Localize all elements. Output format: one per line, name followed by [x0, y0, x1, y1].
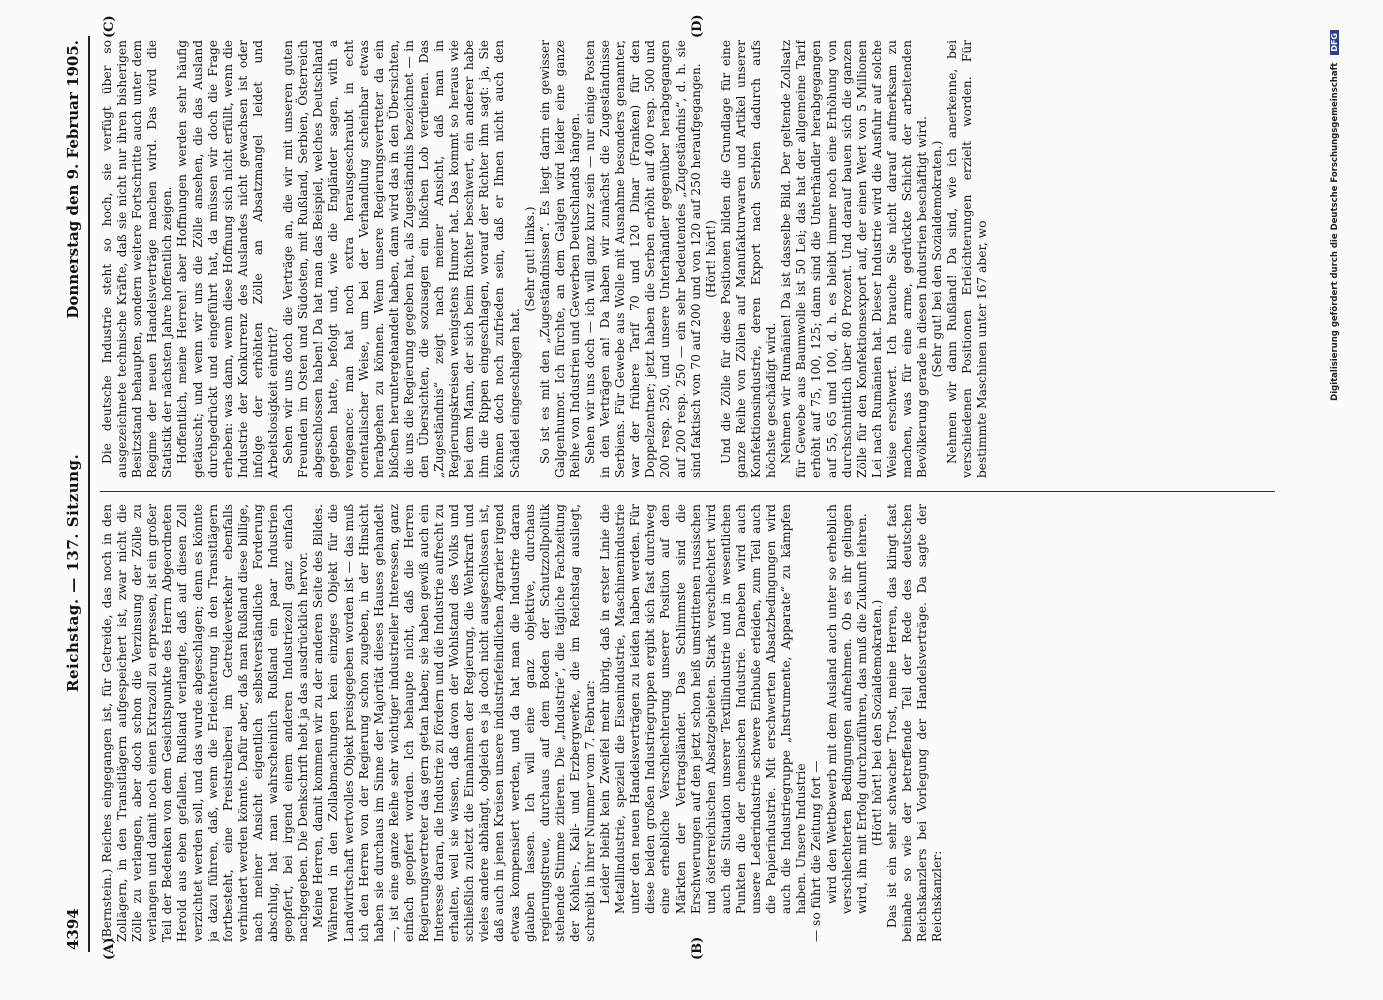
paragraph: Die deutsche Industrie steht so hoch, sie verfügt über so ausgezeichnete technische Kräfte, daß sie nicht nur ihren bisherigen Besitzstand behaupten, sondern weitere Fortschritte auch unter dem Regime der neuen Handelsverträge machen wird. Das wird die Statistik der nächsten Jahre hoffentlich zeigen. [100, 40, 175, 478]
interjection: (Sehr gut! bei den Sozialdemokraten.) [930, 140, 945, 378]
interjection: (Sehr gut! links.) [522, 206, 537, 312]
quotation: wird den Wettbewerb mit dem Ausland auch unter so erheblich verschlechterten Bedingungen aufnehmen. Ob es ihr gelingen wird, ihn mit Erfolg durchzuführen, das muß die Zukunft lehren. [824, 504, 869, 914]
paragraph: Und die Zölle für diese Positionen bilden die Grundlage für eine ganze Reihe von Zöllen auf Manufakturwaren und Artikel unserer Konfektionsindustrie, deren Export nach Serbien dadurch aufs höchste geschädigt wird. [718, 40, 779, 478]
paragraph: Sehen wir uns doch — ich will ganz kurz sein — nur einige Posten in den Verträgen an! Da haben wir zunächst die Zugeständnisse Serbiens. Für Gewebe aus Wolle mit Ausnahme besonders genannter, war der frühere Tarif 70 und 120 Dinar (Franken) für den Doppelzentner; jetzt haben die Serben erhöht auf 400 resp. 500 und 200 resp. 250, und unsere Unterhändler gegenüber herabgegangen auf 200 resp. 250 — ein sehr bedeutendes „Zugeständnis“, d. h. sie sind faktisch von 70 auf 200 und von 120 auf 250 heraufgegangen. [583, 40, 703, 478]
digitization-credit [1330, 30, 1340, 670]
quotation: Leider bleibt kein Zweifel mehr übrig, daß in erster Linie die Metallindustrie, speziell die Eisenindustrie, Maschinenindustrie unter den neuen Handelsverträgen zu leiden haben werden. Für diese beiden großen Industriegruppen ergibt sich fast durchweg eine erhebliche Verschlechterung unserer Position auf den Märkten der Vertragsländer. Das Schlimmste sind die Erschwerungen auf den jetzt schon heiß umstrittenen russischen und österreichischen Absatzgebieten. Stark verschlechtert wird auch die Situation unserer Textilindustrie und in wesentlichen Punkten die der chemischen Industrie. Daneben wird auch unsere Lederindustrie schwere Einbuße erleiden, zum Teil auch die Papierindustrie. Mit erschwerten Absatzbedingungen wird auch die Industriegruppe „Instrumente, Apparate“ zu kämpfen haben. Unsere Industrie [598, 504, 809, 914]
paragraph: Nehmen wir Rumänien! Da ist dasselbe Bild. Der geltende Zollsatz für Gewebe aus Baumwolle ist 50 Lei; das hat der allgemeine Tarif erhöht auf 75, 100, 125; dann sind die Unterhändler herabgegangen auf 55, 65 und 100, d. h. es bleibt immer noch eine Erhöhung von durchschnittlich über 80 Prozent. Und darauf bauen sich die ganzen Zölle für den Konfektionsexport auf, der einen Wert von 5 Millionen Lei nach Rumänien hat. Dieser Industrie wird die Ausfuhr auf solche Weise erschwert. Ich brauche Sie nicht darauf aufmerksam zu machen, was für eine arme, gedrückte Schicht der arbeitenden Bevölkerung gerade in diesen Industrien beschäftigt wird. [779, 40, 930, 478]
margin-marker-a: (A) [102, 937, 117, 960]
left-column [100, 504, 1275, 942]
paragraph: Sehen wir uns doch die Verträge an, die wir mit unseren guten Freunden im Osten und Südosten, mit Rußland, Serbien, Österreich abgeschlossen haben! Da hat man das Beispiel, welches Deutschland gegeben hatte, befolgt und, wie die Engländer sagen, with a vengeance: man hat noch extra herausgeschraubt in echt orientalischer Weise, um bei der Verhandlung scheinbar etwas herabgehen zu können. Wenn unsere Regierungsvertreter da ein bißchen heruntergehandelt haben, dann wird das in den Übersichten, die uns die Regierung gegeben hat, als Zugeständnis bezeichnet — in den Übersichten, die sozusagen ein bißchen Lob verdienen. Das „Zugeständnis“ zeigt nach meiner Ansicht, daß man in Regierungskreisen wenigstens Humor hat. Das kommt so heraus wie bei dem Mann, der sich beim Richter beschwert, ein anderer habe ihm die Rippen eingeschlagen, worauf der Richter ihm sagt: ja, Sie können doch noch zufrieden sein, daß er Ihnen nicht auch den Schädel eingeschlagen hat. [281, 40, 522, 478]
credit-text: Digitalisierung gefördert durch die Deutsche Forschungsgemeinschaft [1330, 62, 1340, 401]
header-title: Reichstag. — 137. Sitzung. [64, 453, 82, 692]
margin-marker-d: (D) [690, 14, 705, 38]
interjection: (Hört! hört! bei den Sozialdemokraten.) [869, 599, 884, 847]
paragraph: Hoffentlich, meine Herren! aber Hoffnungen werden sehr häufig getäuscht; und wenn wir uns die Zölle ansehen, die das Ausland durchgedrückt und eingeführt hat, da müssen wir doch die Frage erheben: was dann, wenn diese Hoffnung sich nicht erfüllt, wenn die Industrie der Konkurrenz des Auslandes nicht gewachsen ist oder infolge der erhöhten Zölle an Absatzmangel leidet und Arbeitslosigkeit eintritt? [175, 40, 281, 478]
interjection: (Hört! hört!) [703, 220, 718, 298]
header-date: Donnerstag den 9. Februar 1905. [64, 40, 82, 319]
paragraph: — so führt die Zeitung fort — [809, 760, 824, 942]
paragraph: Nehmen wir dann Rußland! Da sind, wie ich anerkenne, bei verschiedenen Positionen Erleichterungen erzielt worden. Für bestimmte Maschinen unter 167 aber, wo [945, 40, 990, 478]
page-number: 4394 [64, 908, 82, 950]
paragraph: (Bernstein.) Reiches eingegangen ist, für Getreide, das noch in den Zollägern, in den Transitlägern aufgespeichert ist, zwar nicht die Zölle zu verlangen, aber doch schon die Verzinsung der Zölle zu verlangen und damit noch einen Extrazoll zu erpressen, ist ein großer Teil der Bedenken von dem Gesichtspunkte des Herrn Abgeordneten Herold aus eben gefallen. Rußland verlangte, daß auf diesen Zoll verzichtet werden soll, und das wurde abgeschlagen; denn es könnte ja dazu führen, daß, wenn die Erleichterung in den Transitlägern fortbesteht, eine Preistreiberei im Getreideverkehr ebenfalls verhindert werden könnte. Dafür aber, daß man Rußland diese billige, nach meiner Ansicht eigentlich selbstverständliche Forderung abschlug, hat man wahrscheinlich Rußland ein paar Industrien geopfert, bei irgend einem anderen Industriezoll ganz einfach nachgegeben. Die Denkschrift hebt ja das ausdrücklich hervor. [100, 504, 311, 942]
column-divider [100, 491, 1275, 492]
right-column [100, 40, 1275, 478]
page-header [58, 36, 90, 952]
paragraph: Das ist ein sehr schwacher Trost, meine Herren, das klingt fast beinahe so wie der betreffende Teil der Rede des deutschen Reichskanzlers bei Vorlegung der Handelsverträge. Da sagte der Reichskanzler: [884, 504, 945, 942]
paragraph: Meine Herren, damit kommen wir zu der anderen Seite des Bildes. Während in den Zollabmachungen kein einziges Objekt für die Landwirtschaft wertvolles Objekt preisgegeben worden ist — das muß ich den Herren von der Regierung schon zugeben, in der Hinsicht haben sie durchaus im Sinne der Majorität dieses Hauses gehandelt —, ist eine ganze Reihe sehr wichtiger industrieller Interessen, ganz einfach geopfert worden. Ich behaupte nicht, daß die Herren Regierungsvertreter das gern getan haben; sie haben gewiß auch ein Interesse daran, die Industrie zu fördern und die Industrie aufrecht zu erhalten, weil sie wissen, daß davon der Wohlstand des Volks und schließlich zuletzt die Einnahmen der Regierung, die Wehrkraft und vieles andere abhängt, obgleich es ja doch nicht ausgeschlossen ist, daß auch in jenen Kreisen unsere industriefeindlichen Agrarier irgend etwas kompensiert werden, und da hat man die Industrie daran glauben lassen. Ich will eine ganz objektive, durchaus regierungstreue, durchaus auf dem Boden der Schutzzollpolitik stehende Stimme zitieren. Die „Industrie“, die tägliche Fachzeitung der Kohlen-, Kali- und Erzbergwerke, die im Reichstag ausliegt, schreibt in ihrer Nummer vom 7. Februar: [311, 504, 597, 942]
paragraph: So ist es mit den „Zugeständnissen“. Es liegt darin ein gewisser Galgenhumor. Ich fürchte, an dem Galgen wird leider eine ganze Reihe von Industrien und Gewerben Deutschlands hängen. [537, 40, 582, 478]
margin-marker-c: (C) [102, 15, 117, 38]
margin-marker-b: (B) [690, 936, 705, 960]
dfg-logo: DFG [1330, 30, 1339, 55]
